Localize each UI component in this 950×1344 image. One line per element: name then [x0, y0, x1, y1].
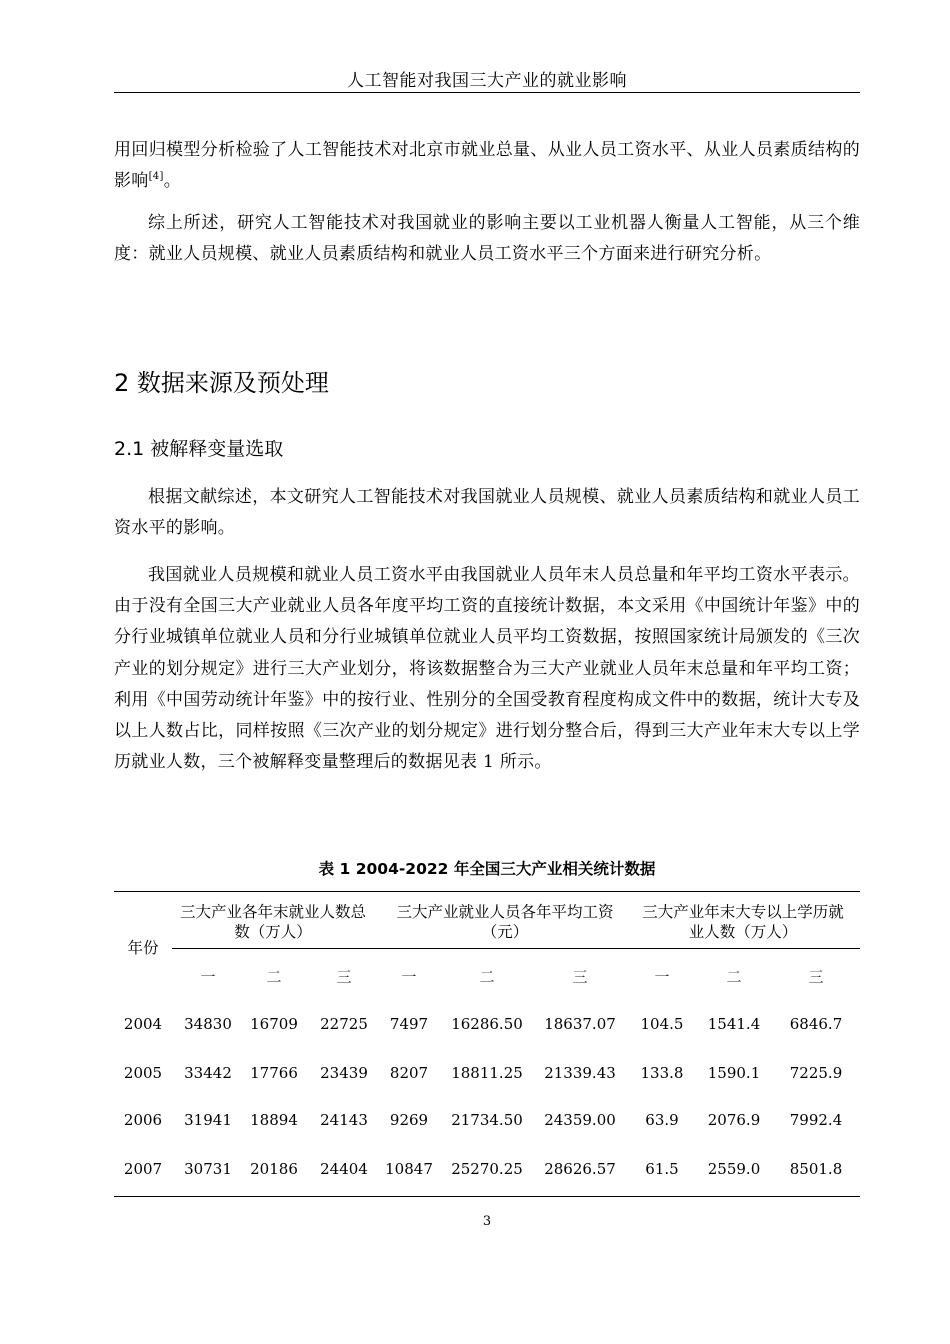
year-header: 年份 [127, 939, 159, 957]
table-cell: 21339.43 [544, 1064, 616, 1082]
table-cell: 8207 [389, 1064, 429, 1082]
table-subheader: 二 [726, 968, 742, 986]
table-cell: 23439 [320, 1064, 368, 1082]
table-subheader: 二 [266, 968, 282, 986]
table-caption: 表 1 2004-2022 年全国三大产业相关统计数据 [318, 860, 656, 878]
group-header-wage: 三大产业就业人员各年平均工资（元） [396, 903, 614, 941]
table-cell: 21734.50 [451, 1111, 523, 1129]
subsection-title: 2.1 被解释变量选取 [114, 438, 284, 460]
table-cell: 30731 [184, 1160, 232, 1178]
table-year-cell: 2005 [123, 1064, 163, 1082]
table-cell: 18637.07 [544, 1015, 616, 1033]
table-cell: 61.5 [645, 1160, 679, 1178]
table-cell: 28626.57 [544, 1160, 616, 1178]
table-cell: 7992.4 [789, 1111, 843, 1129]
paragraph-4: 我国就业人员规模和就业人员工资水平由我国就业人员年末人员总量和年平均工资水平表示。由于没有全国三大产业就业人员各年度平均工资的直接统计数据，本文采用《中国统计年鉴》中的分行业城镇单位就业人员和分行业城镇单位就业人员平均工资数据，按照国家统计局颁发的《三次产业的划分规定》进行三大产业划分，将该数据整合为三大产业就业人员年末总量和年平均工资；利用《中国劳动统计年鉴》中的按行业、性别分的全国受教育程度构成文件中的数据，统计大专及以上人数占比，同样按照《三次产业的划分规定》进行划分整合后，得到三大产业年末大专以上学历就业人数，三个被解释变量整理后的数据见表 1 所示。 [114, 565, 860, 773]
paragraph-1-text: 用回归模型分析检验了人工智能技术对北京市就业总量、从业人员工资水平、从业人员素质结构的影响 [114, 140, 860, 192]
page-number: 3 [482, 1214, 492, 1229]
table-subheader: 三 [572, 968, 588, 986]
table-cell: 20186 [250, 1160, 298, 1178]
table-cell: 7225.9 [789, 1064, 843, 1082]
table-cell: 133.8 [640, 1064, 684, 1082]
table-cell: 18894 [250, 1111, 298, 1129]
citation: [4] [148, 171, 164, 183]
table-cell: 7497 [389, 1015, 429, 1033]
table-cell: 34830 [184, 1015, 232, 1033]
table-cell: 24359.00 [544, 1111, 616, 1129]
paragraph-2: 综上所述，研究人工智能技术对我国就业的影响主要以工业机器人衡量人工智能，从三个维度：就业人员规模、就业人员素质结构和就业人员工资水平三个方面来进行研究分析。 [114, 213, 860, 265]
header-rule [114, 92, 860, 93]
group-header-education: 三大产业年末大专以上学历就业人数（万人） [642, 903, 844, 941]
table-cell: 31941 [184, 1111, 232, 1129]
running-header: 人工智能对我国三大产业的就业影响 [347, 71, 627, 91]
table-year-cell: 2004 [123, 1015, 163, 1033]
table-subheader: 一 [401, 968, 417, 986]
table-top-rule [114, 891, 860, 892]
table-subheader: 二 [479, 968, 495, 986]
table-subheader: 一 [654, 968, 670, 986]
table-cell: 25270.25 [451, 1160, 523, 1178]
paragraph-1 [114, 135, 860, 197]
table-cell: 24404 [320, 1160, 368, 1178]
table-subheader: 三 [808, 968, 824, 986]
table-cell: 10847 [385, 1160, 433, 1178]
table-subheader: 一 [200, 968, 216, 986]
table-cell: 24143 [320, 1111, 368, 1129]
table-cell: 6846.7 [789, 1015, 843, 1033]
table-cell: 33442 [184, 1064, 232, 1082]
section-title: 2 数据来源及预处理 [114, 369, 329, 397]
table-cell: 1541.4 [707, 1015, 761, 1033]
table-year-cell: 2007 [123, 1160, 163, 1178]
table-cell: 2559.0 [707, 1160, 761, 1178]
table-cell: 17766 [250, 1064, 298, 1082]
paragraph-1-end: 。 [163, 171, 181, 192]
table-year-cell: 2006 [123, 1111, 163, 1129]
table-cell: 9269 [389, 1111, 429, 1129]
table-cell: 8501.8 [789, 1160, 843, 1178]
group-header-employment: 三大产业各年末就业人数总数（万人） [179, 903, 366, 941]
table-cell: 63.9 [645, 1111, 679, 1129]
table-subheader: 三 [336, 968, 352, 986]
table-cell: 1590.1 [707, 1064, 761, 1082]
table-cell: 104.5 [640, 1015, 684, 1033]
table-header-rule [172, 948, 860, 949]
table-cell: 18811.25 [451, 1064, 523, 1082]
table-cell: 22725 [320, 1015, 368, 1033]
table-cell: 16286.50 [451, 1015, 523, 1033]
table-cell: 2076.9 [707, 1111, 761, 1129]
table-cell: 16709 [250, 1015, 298, 1033]
table-bottom-rule [114, 1196, 860, 1197]
paragraph-3: 根据文献综述，本文研究人工智能技术对我国就业人员规模、就业人员素质结构和就业人员工资水平的影响。 [114, 487, 860, 539]
